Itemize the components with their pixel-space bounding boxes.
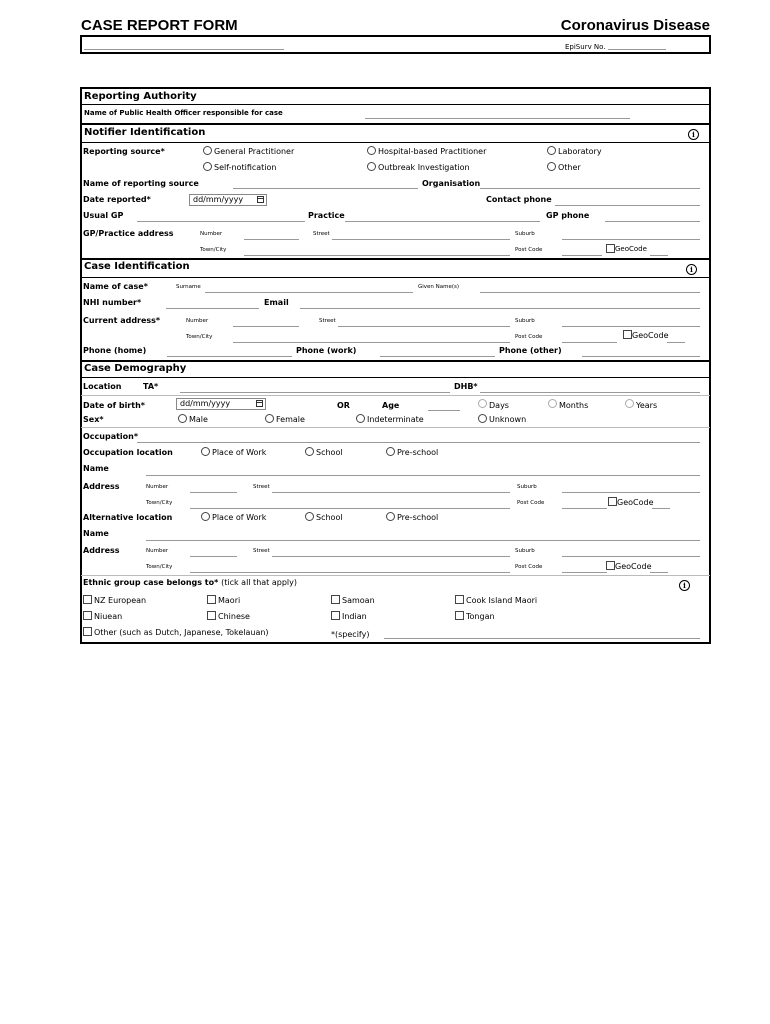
postcode-label: Post Code <box>515 247 543 253</box>
option-label: Months <box>559 401 589 410</box>
phone-work-input[interactable] <box>380 356 495 357</box>
ethnic-label <box>83 578 297 587</box>
name-source-input[interactable] <box>233 188 418 189</box>
radio-general-practitioner[interactable] <box>203 146 212 155</box>
disease-title: Coronavirus Disease <box>560 17 710 34</box>
radio-days[interactable] <box>478 399 487 408</box>
demography-heading: Case Demography <box>84 363 187 374</box>
street-label: Street <box>319 318 336 324</box>
option-label: Years <box>636 401 658 410</box>
contact-phone-label: Contact phone <box>486 195 552 204</box>
occ-address-label: Address <box>83 482 120 491</box>
location-label: Location <box>83 382 122 391</box>
divider <box>81 277 710 278</box>
postcode-label: Post Code <box>515 564 543 570</box>
date-reported-input[interactable] <box>189 194 267 206</box>
option-label: Indian <box>342 612 367 621</box>
town-input[interactable] <box>190 508 510 509</box>
divider <box>81 395 710 396</box>
header-box <box>80 35 711 54</box>
usual-gp-label: Usual GP <box>83 211 124 220</box>
info-icon[interactable]: i <box>688 129 699 140</box>
alt-address-label: Address <box>83 546 120 555</box>
option-label: Other <box>558 163 581 172</box>
town-label: Town/City <box>146 564 173 570</box>
ethnic-label-text: Ethnic group case belongs to* <box>83 578 219 587</box>
suburb-input[interactable] <box>562 556 700 557</box>
geocode-input[interactable] <box>650 572 668 573</box>
date-placeholder: dd/mm/yyyy <box>180 399 231 408</box>
geocode-input[interactable] <box>650 255 668 256</box>
postcode-label: Post Code <box>515 334 543 340</box>
option-label: Hospital-based Practitioner <box>378 147 487 156</box>
radio-years[interactable] <box>625 399 634 408</box>
street-label: Street <box>253 548 270 554</box>
divider <box>81 377 710 378</box>
form-title: CASE REPORT FORM <box>81 17 238 34</box>
header-blank-field[interactable] <box>84 49 284 50</box>
number-input[interactable] <box>190 556 237 557</box>
given-name-input[interactable] <box>480 292 700 293</box>
geocode-label: GeoCode <box>615 562 652 571</box>
geocode-label: GeoCode <box>615 245 647 253</box>
officer-input[interactable] <box>365 118 630 119</box>
checkbox-tongan[interactable] <box>455 611 464 620</box>
ta-input[interactable] <box>180 392 450 393</box>
postcode-input[interactable] <box>562 572 607 573</box>
suburb-input[interactable] <box>562 239 700 240</box>
calendar-icon[interactable] <box>257 196 264 203</box>
suburb-input[interactable] <box>562 326 700 327</box>
dob-input[interactable] <box>176 398 266 410</box>
geocode-input[interactable] <box>667 342 685 343</box>
option-label: Other (such as Dutch, Japanese, Tokelauan) <box>94 628 269 637</box>
postcode-input[interactable] <box>562 508 607 509</box>
option-label: Laboratory <box>558 147 602 156</box>
option-label: Place of Work <box>212 513 267 522</box>
info-icon[interactable]: i <box>679 580 690 591</box>
geocode-label: GeoCode <box>632 331 669 340</box>
notifier-heading: Notifier Identification <box>84 127 206 138</box>
ethnic-note: (tick all that apply) <box>221 578 297 587</box>
given-name-label: Given Name(s) <box>418 284 460 290</box>
option-label: Maori <box>218 596 241 605</box>
option-label: Chinese <box>218 612 250 621</box>
option-label: Samoan <box>342 596 375 605</box>
street-input[interactable] <box>272 556 510 557</box>
radio-hospital-practitioner[interactable] <box>367 146 376 155</box>
reporting-authority-heading: Reporting Authority <box>84 91 197 102</box>
divider <box>81 360 710 362</box>
option-label: Male <box>189 415 208 424</box>
town-input[interactable] <box>244 255 510 256</box>
radio-alt-school[interactable] <box>305 512 314 521</box>
street-input[interactable] <box>338 326 510 327</box>
option-label: Indeterminate <box>367 415 424 424</box>
phone-other-input[interactable] <box>582 356 700 357</box>
number-input[interactable] <box>190 492 237 493</box>
practice-input[interactable] <box>345 221 540 222</box>
gp-phone-input[interactable] <box>605 221 700 222</box>
number-label: Number <box>186 318 209 324</box>
number-input[interactable] <box>233 326 299 327</box>
checkbox-chinese[interactable] <box>207 611 216 620</box>
option-label: Pre-school <box>397 448 439 457</box>
divider <box>81 427 710 428</box>
suburb-label: Suburb <box>515 318 535 324</box>
number-input[interactable] <box>244 239 299 240</box>
checkbox-maori[interactable] <box>207 595 216 604</box>
sex-label: Sex* <box>83 415 104 424</box>
email-input[interactable] <box>300 308 700 309</box>
divider <box>81 142 710 143</box>
option-label: Female <box>276 415 305 424</box>
dhb-input[interactable] <box>480 392 700 393</box>
usual-gp-input[interactable] <box>137 221 305 222</box>
organisation-input[interactable] <box>480 188 700 189</box>
calendar-icon[interactable] <box>256 400 263 407</box>
option-label: School <box>316 448 343 457</box>
postcode-input[interactable] <box>562 342 617 343</box>
phone-home-label: Phone (home) <box>83 346 147 355</box>
age-input[interactable] <box>428 410 460 411</box>
town-label: Town/City <box>200 247 227 253</box>
divider <box>81 575 710 576</box>
checkbox-cook-island-maori[interactable] <box>455 595 464 604</box>
option-label: Pre-school <box>397 513 439 522</box>
nhi-input[interactable] <box>166 308 259 309</box>
checkbox-samoan[interactable] <box>331 595 340 604</box>
gp-address-label: GP/Practice address <box>83 229 174 238</box>
town-input[interactable] <box>233 342 510 343</box>
phone-home-input[interactable] <box>167 356 292 357</box>
divider <box>81 104 710 105</box>
geocode-checkbox[interactable] <box>608 497 617 506</box>
option-label: Niuean <box>94 612 123 621</box>
reporting-source-label: Reporting source* <box>83 147 165 156</box>
suburb-label: Suburb <box>515 231 535 237</box>
town-label: Town/City <box>186 334 213 340</box>
surname-input[interactable] <box>205 292 413 293</box>
organisation-label: Organisation <box>422 179 481 188</box>
radio-other[interactable] <box>547 162 556 171</box>
current-address-label: Current address* <box>83 316 161 325</box>
checkbox-indian[interactable] <box>331 611 340 620</box>
phone-work-label: Phone (work) <box>296 346 357 355</box>
geocode-checkbox[interactable] <box>606 244 615 253</box>
alt-name-label: Name <box>83 529 109 538</box>
occ-name-label: Name <box>83 464 109 473</box>
age-label: Age <box>382 401 400 410</box>
contact-phone-input[interactable] <box>555 205 700 206</box>
name-of-case-label: Name of case* <box>83 282 148 291</box>
dhb-label: DHB* <box>454 382 478 391</box>
town-input[interactable] <box>190 572 510 573</box>
radio-male[interactable] <box>178 414 187 423</box>
officer-label: Name of Public Health Officer responsible for case <box>84 109 283 117</box>
street-input[interactable] <box>272 492 510 493</box>
radio-school[interactable] <box>305 447 314 456</box>
option-label: General Practitioner <box>214 147 295 156</box>
occupation-input[interactable] <box>137 442 700 443</box>
radio-laboratory[interactable] <box>547 146 556 155</box>
radio-alt-pre-school[interactable] <box>386 512 395 521</box>
radio-unknown[interactable] <box>478 414 487 423</box>
phone-other-label: Phone (other) <box>499 346 562 355</box>
checkbox-nz-european[interactable] <box>83 595 92 604</box>
town-label: Town/City <box>146 500 173 506</box>
postcode-label: Post Code <box>517 500 545 506</box>
option-label: Outbreak Investigation <box>378 163 470 172</box>
practice-label: Practice <box>308 211 345 220</box>
info-icon[interactable]: i <box>686 264 697 275</box>
date-reported-label: Date reported* <box>83 195 151 204</box>
occupation-label: Occupation* <box>83 432 139 441</box>
case-id-heading: Case Identification <box>84 261 190 272</box>
option-label: Self-notification <box>214 163 277 172</box>
street-label: Street <box>253 484 270 490</box>
number-label: Number <box>146 484 169 490</box>
option-label: Place of Work <box>212 448 267 457</box>
occupation-location-label: Occupation location <box>83 448 173 457</box>
radio-place-of-work[interactable] <box>201 447 210 456</box>
or-label: OR <box>337 401 350 410</box>
checkbox-niuean[interactable] <box>83 611 92 620</box>
specify-label: *(specify) <box>331 630 370 639</box>
radio-months[interactable] <box>548 399 557 408</box>
option-label: Cook Island Maori <box>466 596 538 605</box>
postcode-input[interactable] <box>562 255 602 256</box>
option-label: NZ European <box>94 596 147 605</box>
radio-outbreak-investigation[interactable] <box>367 162 376 171</box>
option-label: Tongan <box>466 612 495 621</box>
name-source-label: Name of reporting source <box>83 179 199 188</box>
checkbox-other-ethnicity[interactable] <box>83 627 92 636</box>
date-placeholder: dd/mm/yyyy <box>193 195 244 204</box>
radio-indeterminate[interactable] <box>356 414 365 423</box>
episurv-input[interactable] <box>608 49 666 50</box>
alt-location-label: Alternative location <box>83 513 173 522</box>
ta-label: TA* <box>143 382 159 391</box>
geocode-label: GeoCode <box>617 498 654 507</box>
suburb-label: Suburb <box>517 484 537 490</box>
suburb-input[interactable] <box>562 492 700 493</box>
option-label: Days <box>489 401 509 410</box>
gp-phone-label: GP phone <box>546 211 590 220</box>
dob-label: Date of birth* <box>83 401 145 410</box>
surname-label: Surname <box>176 284 201 290</box>
nhi-label: NHI number* <box>83 298 142 307</box>
specify-input[interactable] <box>384 638 700 639</box>
email-label: Email <box>264 298 289 307</box>
street-label: Street <box>313 231 330 237</box>
radio-female[interactable] <box>265 414 274 423</box>
episurv-label: EpiSurv No. <box>565 43 606 51</box>
number-label: Number <box>200 231 223 237</box>
radio-pre-school[interactable] <box>386 447 395 456</box>
street-input[interactable] <box>332 239 510 240</box>
radio-self-notification[interactable] <box>203 162 212 171</box>
radio-alt-place-of-work[interactable] <box>201 512 210 521</box>
option-label: Unknown <box>489 415 527 424</box>
suburb-label: Suburb <box>515 548 535 554</box>
option-label: School <box>316 513 343 522</box>
geocode-checkbox[interactable] <box>623 330 632 339</box>
number-label: Number <box>146 548 169 554</box>
geocode-input[interactable] <box>652 508 670 509</box>
geocode-checkbox[interactable] <box>606 561 615 570</box>
divider <box>81 123 710 125</box>
alt-name-input[interactable] <box>146 540 700 541</box>
divider <box>81 258 710 260</box>
occ-name-input[interactable] <box>146 475 700 476</box>
